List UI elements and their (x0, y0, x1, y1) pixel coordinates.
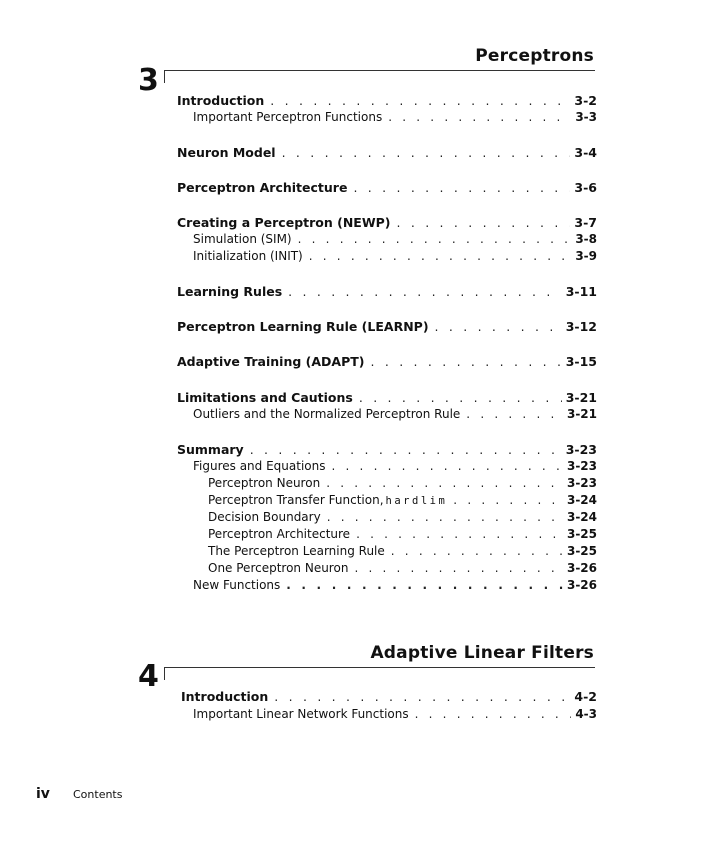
page-folio: iv (36, 786, 50, 802)
chapter-4-title: Adaptive Linear Filters (370, 643, 594, 663)
toc-entry-learning-rules[interactable]: Learning Rules . . . 3-11 (177, 283, 597, 300)
toc-entry-the-perceptron-learning-rule[interactable]: The Perceptron Learning Rule . . . 3-25 (208, 543, 597, 560)
chapter-3-title: Perceptrons (475, 46, 594, 66)
toc-entry-important-linear-network-functions[interactable]: Important Linear Network Functions . . . 4-3 (193, 706, 597, 723)
toc-entry-new-functions[interactable]: New Functions . . . 3-26 (193, 577, 597, 594)
toc-entry-ch4-introduction[interactable]: Introduction . . . 4-2 (181, 688, 597, 705)
toc-entry-perceptron-architecture-summary[interactable]: Perceptron Architecture . . . 3-25 (208, 526, 597, 543)
toc-entry-initialization[interactable]: Initialization (INIT) . . . 3-9 (193, 248, 597, 265)
toc-entry-simulation[interactable]: Simulation (SIM) . . . 3-8 (193, 231, 597, 248)
running-footer-section: Contents (73, 788, 123, 801)
toc-entry-figures-and-equations[interactable]: Figures and Equations . . . 3-23 (193, 458, 597, 475)
toc-entry-perceptron-architecture[interactable]: Perceptron Architecture . . . 3-6 (177, 179, 597, 196)
toc-entry-perceptron-learning-rule[interactable]: Perceptron Learning Rule (LEARNP) . . . 3-12 (177, 318, 597, 335)
toc-entry-introduction[interactable]: Introduction . . . 3-2 (177, 92, 597, 109)
chapter-3-number: 3 (138, 63, 159, 98)
toc-entry-decision-boundary[interactable]: Decision Boundary . . . 3-24 (208, 509, 597, 526)
function-name-hardlim: hardlim (385, 495, 448, 507)
toc-entry-one-perceptron-neuron[interactable]: One Perceptron Neuron . . . 3-26 (208, 560, 597, 577)
toc-entry-summary[interactable]: Summary . . . 3-23 (177, 441, 597, 458)
toc-entry-perceptron-neuron[interactable]: Perceptron Neuron . . . 3-23 (208, 475, 597, 492)
toc-entry-neuron-model[interactable]: Neuron Model . . . 3-4 (177, 144, 597, 161)
chapter-3-rule (164, 70, 595, 83)
toc-entry-perceptron-transfer-function[interactable]: Perceptron Transfer Function, hardlim . . . 3-24 (208, 492, 597, 509)
toc-entry-outliers[interactable]: Outliers and the Normalized Perceptron Rule . . . 3-21 (193, 406, 597, 423)
chapter-4-rule (164, 667, 595, 680)
toc-entry-important-perceptron-functions[interactable]: Important Perceptron Functions . . . 3-3 (193, 109, 597, 126)
toc-entry-adaptive-training[interactable]: Adaptive Training (ADAPT) . . . 3-15 (177, 353, 597, 370)
toc-entry-creating-a-perceptron[interactable]: Creating a Perceptron (NEWP) . . . 3-7 (177, 214, 597, 231)
chapter-4-number: 4 (138, 659, 159, 694)
page-footer (36, 786, 122, 802)
toc-entry-limitations-and-cautions[interactable]: Limitations and Cautions . . . 3-21 (177, 389, 597, 406)
